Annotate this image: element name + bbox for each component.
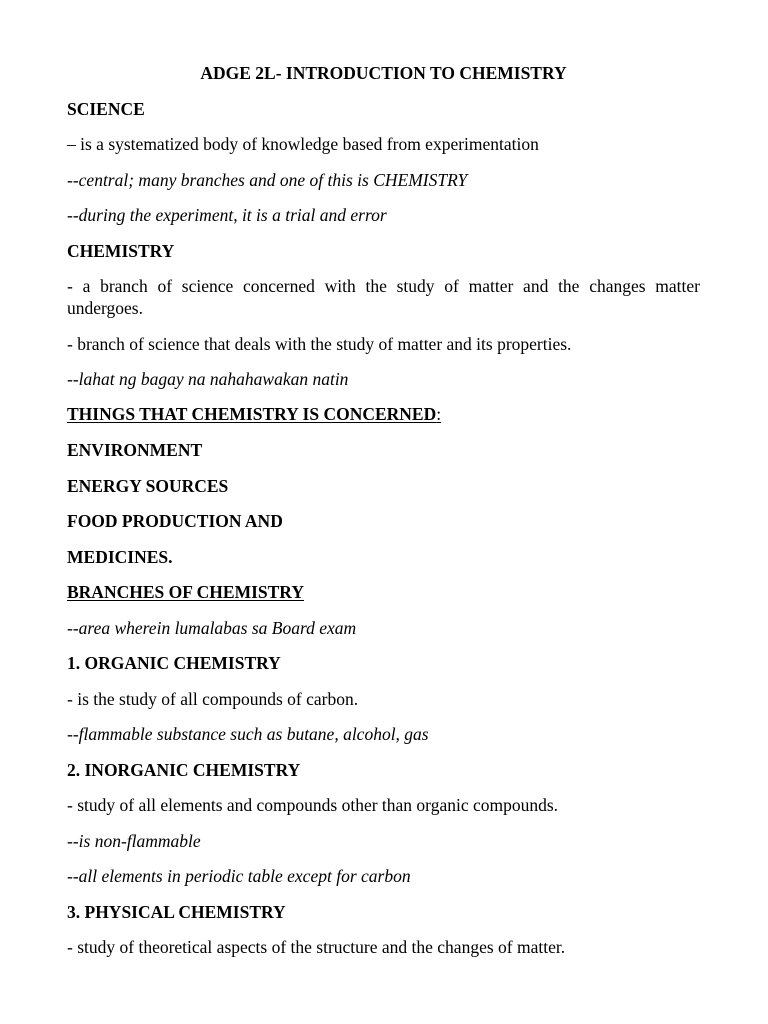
concerns-heading: THINGS THAT CHEMISTRY IS CONCERNED xyxy=(67,404,437,424)
branches-heading: BRANCHES OF CHEMISTRY xyxy=(67,582,304,602)
concern-item-environment: ENVIRONMENT xyxy=(67,440,203,460)
physical-chemistry-heading: 3. PHYSICAL CHEMISTRY xyxy=(67,902,286,922)
branches-note: --area wherein lumalabas sa Board exam xyxy=(67,618,357,638)
science-note-1: --central; many branches and one of this is CHEMISTRY xyxy=(67,170,468,190)
organic-chemistry-definition: - is the study of all compounds of carbon. xyxy=(67,689,359,709)
concern-item-food-production: FOOD PRODUCTION AND xyxy=(67,511,283,531)
concern-item-medicines: MEDICINES. xyxy=(67,547,173,567)
chemistry-definition-1: - a branch of science concerned with the study of matter and the changes matter undergoes. xyxy=(67,276,700,318)
organic-chemistry-heading: 1. ORGANIC CHEMISTRY xyxy=(67,653,281,673)
science-definition: – is a systematized body of knowledge based from experimentation xyxy=(67,134,539,154)
inorganic-chemistry-heading: 2. INORGANIC CHEMISTRY xyxy=(67,760,301,780)
chemistry-heading: CHEMISTRY xyxy=(67,241,175,261)
chemistry-definition-2: - branch of science that deals with the study of matter and its properties. xyxy=(67,334,572,354)
concerns-heading-line xyxy=(67,403,700,425)
physical-chemistry-definition: - study of theoretical aspects of the structure and the changes of matter. xyxy=(67,937,566,957)
science-note-2: --during the experiment, it is a trial and error xyxy=(67,205,387,225)
organic-chemistry-note: --flammable substance such as butane, alcohol, gas xyxy=(67,724,429,744)
inorganic-chemistry-note-2: --all elements in periodic table except for carbon xyxy=(67,866,411,886)
inorganic-chemistry-definition: - study of all elements and compounds other than organic compounds. xyxy=(67,795,559,815)
chemistry-note: --lahat ng bagay na nahahawakan natin xyxy=(67,369,349,389)
branches-heading-line xyxy=(67,581,700,603)
document-title: ADGE 2L- INTRODUCTION TO CHEMISTRY xyxy=(200,63,567,83)
concerns-heading-colon: : xyxy=(436,404,442,424)
concern-item-energy-sources: ENERGY SOURCES xyxy=(67,476,229,496)
science-heading: SCIENCE xyxy=(67,99,145,119)
document-page xyxy=(67,0,700,1024)
inorganic-chemistry-note-1: --is non-flammable xyxy=(67,831,201,851)
